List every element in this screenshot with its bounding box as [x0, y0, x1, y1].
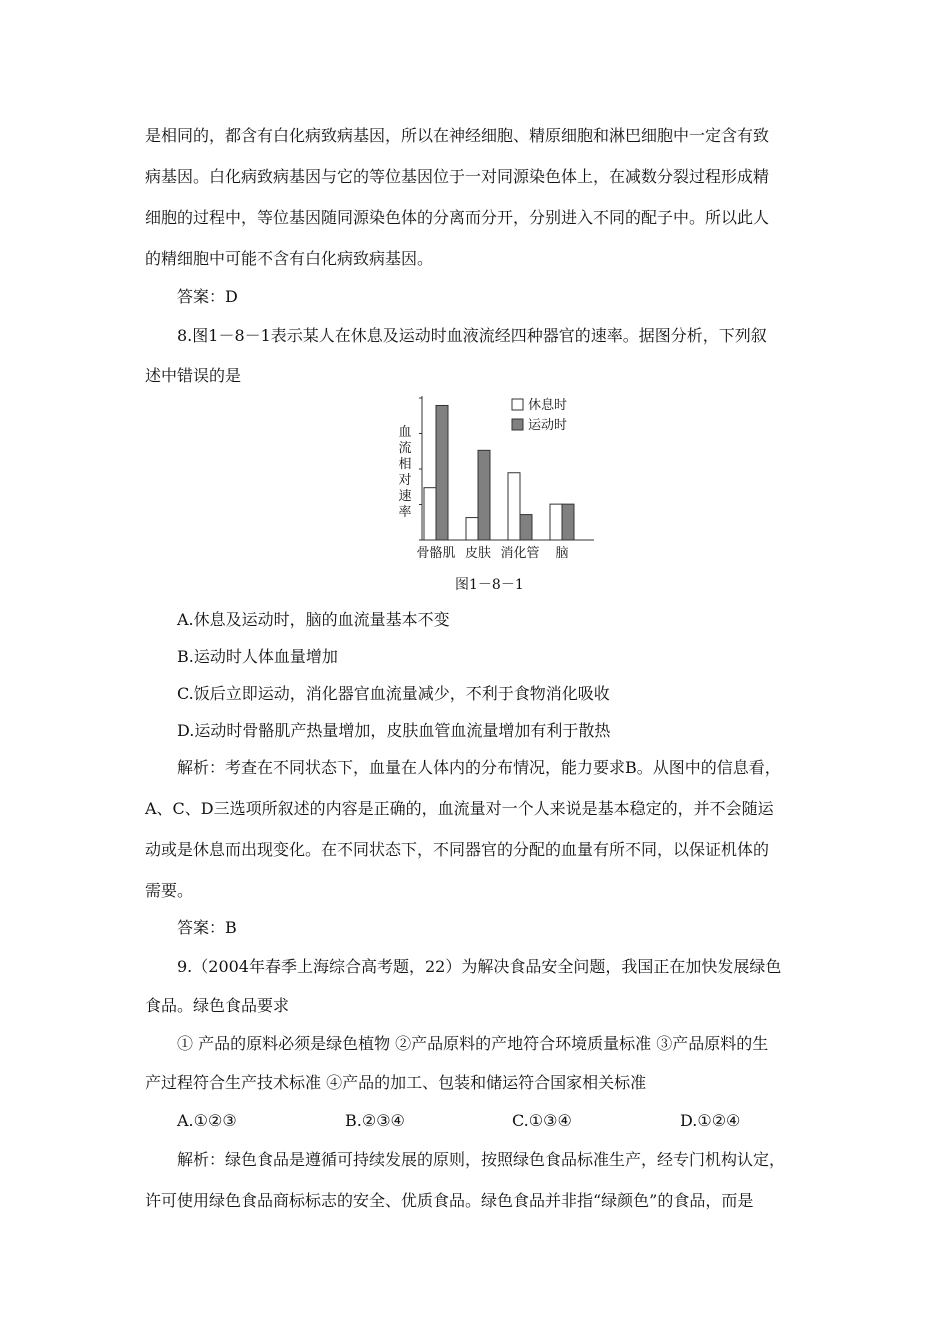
option-c: C.饭后立即运动，消化器官血流量减少，不利于食物消化吸收 — [177, 684, 610, 703]
option-a: A.休息及运动时，脑的血流量基本不变 — [177, 610, 450, 629]
x-tick-label: 皮肤 — [464, 546, 492, 561]
y-axis-label-char: 血 — [398, 425, 412, 440]
option-b: B.运动时人体血量增加 — [177, 647, 338, 666]
question-8-text: 述中错误的是 — [145, 366, 242, 385]
analysis-line: 解析：绿色食品是遵循可持续发展的原则，按照绿色食品标准生产，经专门机构认定， — [177, 1150, 786, 1169]
legend-swatch — [512, 419, 523, 430]
y-axis-label-char: 速 — [398, 489, 412, 504]
blood-flow-bar-chart — [394, 390, 594, 570]
y-axis-label — [398, 425, 411, 520]
question-9-text: ① 产品的原料必须是绿色植物 ②产品原料的产地符合环境质量标准 ③产品原料的生 — [177, 1034, 769, 1053]
text-line: 是相同的，都含有白化病致病基因，所以在神经细胞、精原细胞和淋巴细胞中一定含有致 — [145, 126, 770, 145]
x-tick-label: 脑 — [555, 546, 569, 561]
legend-swatch — [512, 399, 523, 410]
bar-exercise — [478, 450, 490, 540]
analysis-line: 许可使用绿色食品商标标志的安全、优质食品。绿色食品并非指“绿颜色”的食品，而是 — [145, 1191, 754, 1210]
y-axis-label-char: 流 — [398, 441, 412, 456]
bar-exercise — [436, 405, 448, 540]
analysis-line: 动或是休息而出现变化。在不同状态下，不同器官的分配的血量有所不同，以保证机体的 — [145, 840, 770, 859]
y-axis-label-char: 率 — [398, 505, 412, 520]
analysis-line: 解析：考查在不同状态下，血量在人体内的分布情况，能力要求B。从图中的信息看， — [177, 758, 781, 777]
question-8-text: 8.图1－8－1表示某人在休息及运动时血液流经四种器官的速率。据图分析，下列叙 — [177, 326, 767, 345]
q9-option-d: D.①②④ — [680, 1111, 741, 1130]
legend-label: 休息时 — [528, 398, 568, 413]
answer-line: 答案：D — [177, 287, 238, 306]
text-line: 的精细胞中可能不含有白化病致病基因。 — [145, 249, 434, 268]
answer-line: 答案：B — [177, 918, 237, 937]
x-tick-label: 消化管 — [500, 546, 540, 561]
bar-rest — [424, 488, 436, 540]
legend-label: 运动时 — [528, 418, 568, 433]
bar-rest — [550, 504, 562, 540]
text-line: 细胞的过程中，等位基因随同源染色体的分离而分开，分别进入不同的配子中。所以此人 — [145, 208, 770, 227]
bar-exercise — [562, 504, 574, 540]
q9-option-a: A.①②③ — [177, 1111, 237, 1130]
q9-option-b: B.②③④ — [345, 1111, 405, 1130]
y-axis-label-char: 对 — [398, 473, 412, 488]
analysis-line: A、C、D三选项所叙述的内容是正确的，血流量对一个人来说是基本稳定的，并不会随运 — [145, 799, 774, 818]
question-9-text: 食品。绿色食品要求 — [145, 996, 290, 1015]
text-line: 病基因。白化病致病基因与它的等位基因位于一对同源染色体上，在减数分裂过程形成精 — [145, 167, 770, 186]
bar-rest — [466, 518, 478, 540]
figure-caption: 图1－8－1 — [455, 577, 524, 593]
question-9-text: 产过程符合生产技术标准 ④产品的加工、包装和储运符合国家相关标准 — [145, 1073, 647, 1092]
x-tick-label: 骨骼肌 — [416, 546, 456, 561]
bar-exercise — [520, 515, 532, 540]
bar-rest — [508, 473, 520, 540]
option-d: D.运动时骨骼肌产热量增加，皮肤血管血流量增加有利于散热 — [177, 721, 611, 740]
y-axis-label-char: 相 — [398, 457, 412, 472]
q9-option-c: C.①③④ — [512, 1111, 572, 1130]
question-9-text: 9.（2004年春季上海综合高考题，22）为解决食品安全问题，我国正在加快发展绿色 — [177, 957, 782, 976]
analysis-line: 需要。 — [145, 881, 194, 900]
